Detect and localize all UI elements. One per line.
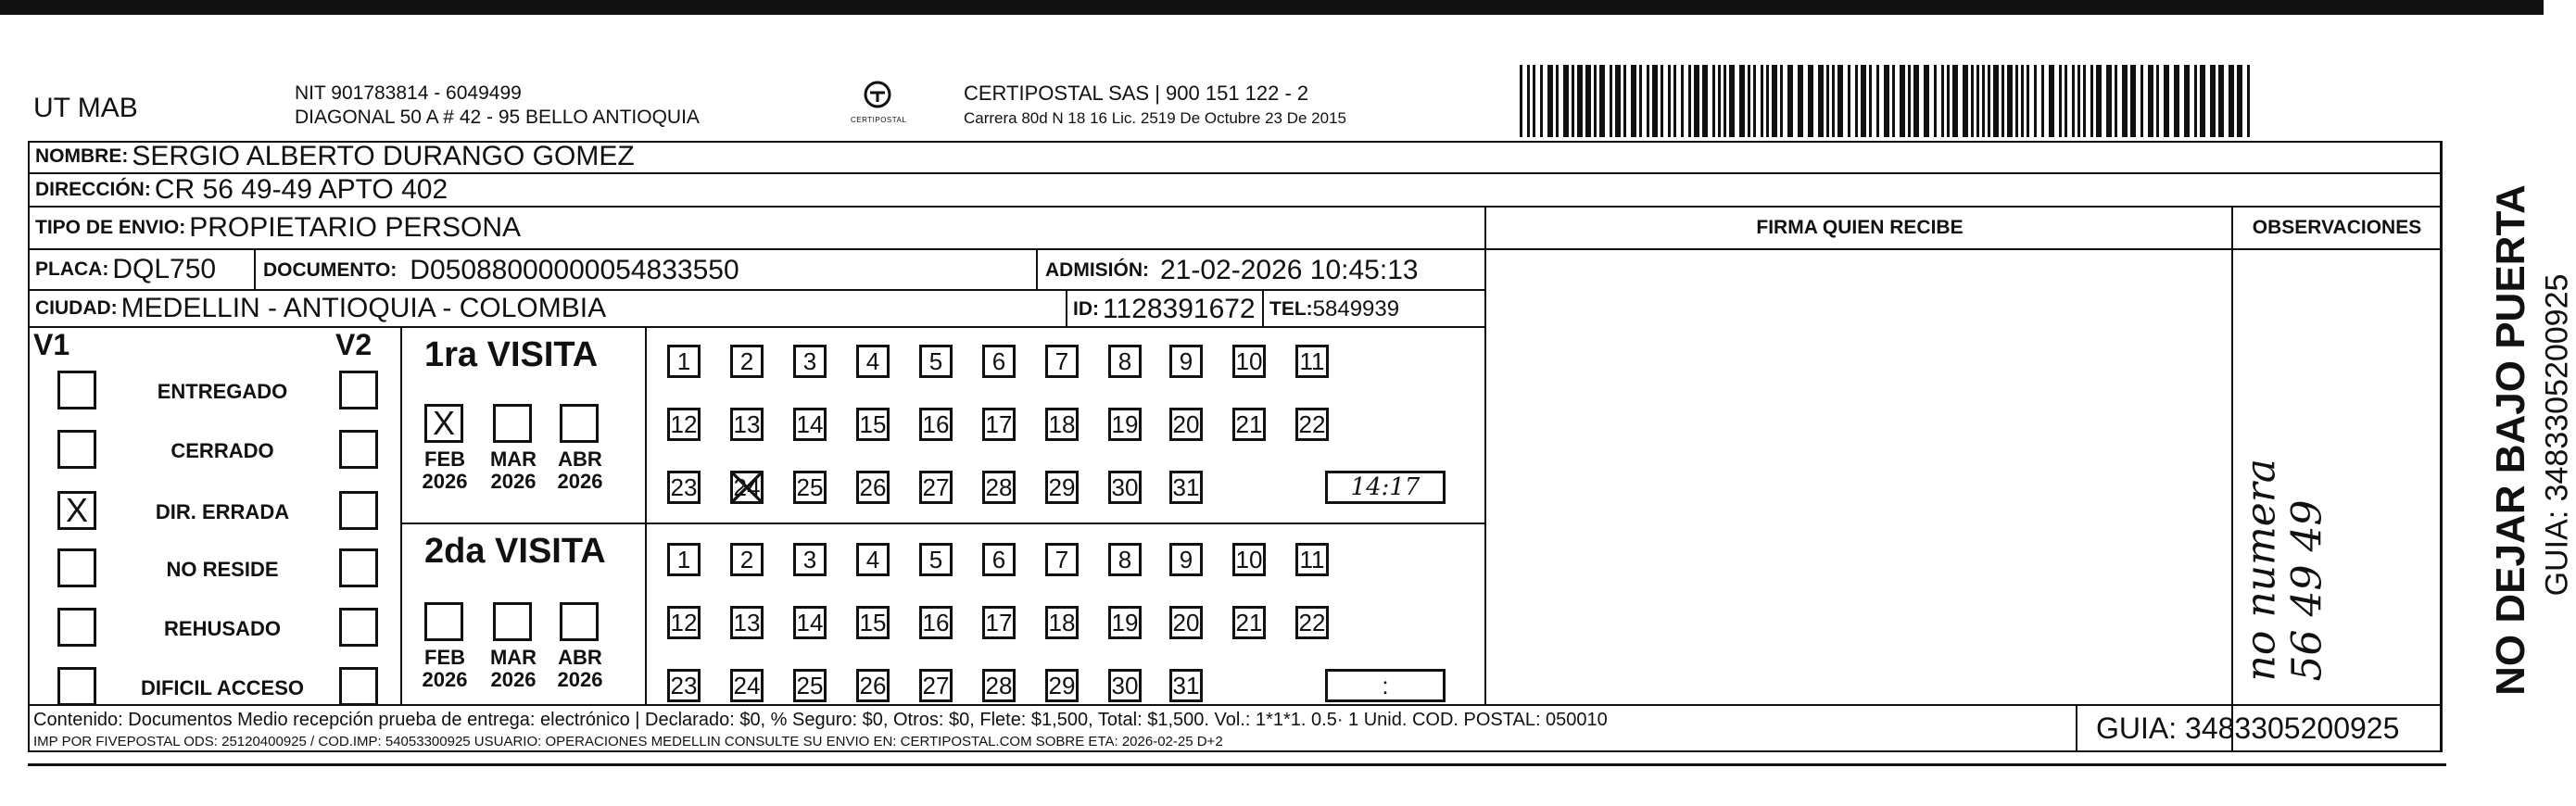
status-label: NO RESIDE	[166, 558, 279, 581]
barcode-bar	[1729, 65, 1735, 137]
time-box[interactable]: 14:17	[1325, 471, 1446, 504]
carrier-logo-text: CERTIPOSTAL	[851, 116, 907, 124]
barcode-bar	[1976, 65, 1979, 137]
barcode-bar	[1623, 65, 1626, 137]
barcode-bar	[1547, 65, 1553, 137]
side-panel	[2446, 148, 2575, 750]
barcode-bar	[2194, 65, 2197, 137]
company-name: UT MAB	[33, 93, 138, 123]
day-box[interactable]: 10	[1232, 543, 1266, 576]
firma-divider	[1484, 248, 1486, 704]
footer-guia-divider	[2076, 704, 2077, 752]
second-visit-title: 2da VISITA	[424, 532, 606, 571]
month-label: FEB	[424, 646, 465, 669]
barcode-bar	[1908, 65, 1911, 137]
barcode-bar	[1808, 65, 1813, 137]
v2-checkbox[interactable]	[339, 548, 378, 587]
barcode-bar	[1837, 65, 1843, 137]
side-divider	[2441, 141, 2443, 752]
barcode-bar	[2021, 65, 2024, 137]
day-box[interactable]: 6	[982, 345, 1016, 378]
direccion-label: DIRECCIÓN:	[35, 179, 151, 200]
day-box[interactable]: 24	[730, 669, 764, 702]
first-visit-title: 1ra VISITA	[424, 335, 599, 374]
barcode-bar	[2247, 65, 2250, 137]
day-box[interactable]: 4	[856, 543, 890, 576]
carrier-address: Carrera 80d N 18 16 Lic. 2519 De Octubre 23 De 2015	[964, 109, 1346, 127]
v1-checkbox[interactable]: X	[57, 491, 96, 530]
day-box[interactable]: 23	[667, 669, 701, 702]
footer-divider	[28, 704, 2441, 706]
day-box[interactable]: 25	[793, 471, 827, 504]
barcode-bar	[1952, 65, 1958, 137]
carrier-name: CERTIPOSTAL SAS | 900 151 122 - 2	[964, 82, 1309, 105]
admision-label: ADMISIÓN:	[1045, 259, 1149, 281]
barcode-bar	[1876, 65, 1879, 137]
carrier-logo	[851, 80, 907, 124]
barcode-bar	[1681, 65, 1684, 137]
day-box[interactable]: 24	[730, 471, 764, 504]
day-box[interactable]: 13	[730, 408, 764, 441]
tel-label: TEL:	[1269, 298, 1313, 320]
barcode-bar	[1533, 65, 1535, 137]
barcode-bar	[1694, 65, 1699, 137]
tel-value: 5849939	[1312, 296, 1400, 321]
barcode-bar	[1556, 65, 1559, 137]
day-box[interactable]: 14	[793, 606, 827, 639]
status-label: ENTREGADO	[157, 380, 288, 403]
barcode-bar	[1599, 65, 1605, 137]
day-box[interactable]: 8	[1108, 543, 1142, 576]
day-box[interactable]: 5	[919, 543, 953, 576]
barcode-bar	[1688, 65, 1691, 137]
day-box[interactable]: 28	[982, 471, 1016, 504]
barcode-bar	[1826, 65, 1829, 137]
barcode-bar	[2077, 65, 2080, 137]
day-box[interactable]: 12	[667, 408, 701, 441]
v2-checkbox[interactable]	[339, 667, 378, 706]
tipo-row	[28, 208, 1486, 250]
day-box[interactable]: 16	[919, 408, 953, 441]
barcode-bar	[1855, 65, 1858, 137]
v2-checkbox[interactable]	[339, 430, 378, 469]
day-box[interactable]: 13	[730, 606, 764, 639]
barcode-bar	[2083, 65, 2086, 137]
day-box[interactable]: 7	[1045, 543, 1079, 576]
v1-checkbox[interactable]	[57, 548, 96, 587]
month-label: FEB	[424, 447, 465, 471]
company-address: DIAGONAL 50 A # 42 - 95 BELLO ANTIOQUIA	[295, 107, 700, 128]
placa-value: DQL750	[112, 254, 217, 284]
day-box[interactable]: 4	[856, 345, 890, 378]
ciudad-value: MEDELLIN - ANTIOQUIA - COLOMBIA	[120, 293, 607, 323]
tipo-value: PROPIETARIO PERSONA	[189, 212, 522, 243]
barcode-bar	[1673, 65, 1676, 137]
v2-checkbox[interactable]	[339, 371, 378, 409]
v1-checkbox[interactable]	[57, 667, 96, 706]
handwritten-note-2	[2283, 408, 2331, 704]
barcode-bar	[1631, 65, 1636, 137]
tipo-label: TIPO DE ENVIO:	[35, 217, 186, 238]
day-box[interactable]: 20	[1169, 408, 1203, 441]
nombre-label: NOMBRE:	[35, 145, 129, 167]
day-box[interactable]: 9	[1169, 345, 1203, 378]
day-box[interactable]: 17	[982, 408, 1016, 441]
barcode-bar	[1993, 65, 1999, 137]
day-box[interactable]: 5	[919, 345, 953, 378]
barcode-bar	[2122, 65, 2128, 137]
day-box[interactable]: 15	[856, 408, 890, 441]
side-warning: NO DEJAR BAJO PUERTA	[2488, 184, 2533, 696]
barcode-bar	[2027, 65, 2029, 137]
month-label: MAR	[489, 447, 537, 471]
documento-value: D05088000000054833550	[410, 255, 739, 285]
day-box[interactable]: 26	[856, 471, 890, 504]
barcode-bar	[2090, 65, 2093, 137]
bottom-line	[28, 763, 2446, 766]
barcode-bar	[1787, 65, 1793, 137]
day-box[interactable]: 29	[1045, 669, 1079, 702]
year-label: 2026	[490, 470, 537, 493]
nombre-value: SERGIO ALBERTO DURANGO GOMEZ	[132, 141, 635, 171]
barcode-bar	[2130, 65, 2136, 137]
barcode-bar	[2049, 65, 2054, 137]
barcode-bar	[1766, 65, 1769, 137]
barcode-bar	[1963, 65, 1968, 137]
day-box[interactable]: 15	[856, 606, 890, 639]
documento-label: DOCUMENTO:	[263, 259, 398, 281]
month-checkbox[interactable]	[560, 404, 599, 443]
day-box[interactable]: 8	[1108, 345, 1142, 378]
barcode-bar	[1947, 65, 1950, 137]
barcode-bar	[2140, 65, 2143, 137]
barcode-bar	[1639, 65, 1642, 137]
barcode-bar	[1900, 65, 1905, 137]
status-label: REHUSADO	[164, 617, 281, 640]
barcode-bar	[2007, 65, 2013, 137]
barcode-bar	[1610, 65, 1612, 137]
status-label: DIFICIL ACCESO	[140, 676, 304, 699]
id-value: 1128391672	[1103, 294, 1256, 324]
barcode-bar	[2072, 65, 2075, 137]
year-label: 2026	[422, 470, 468, 493]
barcode-bar	[1892, 65, 1895, 137]
barcode	[1520, 65, 2261, 139]
day-box[interactable]: 14	[793, 408, 827, 441]
barcode-bar	[2148, 65, 2153, 137]
month-checkbox[interactable]	[493, 404, 532, 443]
day-box[interactable]: 31	[1169, 669, 1203, 702]
barcode-bar	[2174, 65, 2179, 137]
barcode-bar	[2210, 65, 2216, 137]
id-label: ID:	[1073, 298, 1099, 320]
year-label: 2026	[557, 470, 603, 493]
day-box[interactable]: 10	[1232, 345, 1266, 378]
visit-days-divider	[645, 328, 647, 704]
barcode-bar	[1739, 65, 1745, 137]
day-box[interactable]: 2	[730, 543, 764, 576]
barcode-bar	[2184, 65, 2190, 137]
day-box[interactable]: 27	[919, 471, 953, 504]
day-box[interactable]: 20	[1169, 606, 1203, 639]
barcode-bar	[1832, 65, 1835, 137]
barcode-bar	[1594, 65, 1597, 137]
day-box[interactable]: 11	[1295, 543, 1329, 576]
barcode-bar	[1818, 65, 1824, 137]
barcode-bar	[1861, 65, 1866, 137]
month-label: MAR	[489, 646, 537, 669]
ciudad-label: CIUDAD:	[35, 297, 118, 319]
v1-checkbox[interactable]	[57, 371, 96, 409]
v2-checkbox[interactable]	[339, 491, 378, 530]
handwritten-line2: 56 49 49	[2283, 499, 2331, 682]
barcode-bar	[1520, 65, 1522, 137]
barcode-bar	[1988, 65, 1990, 137]
barcode-bar	[2229, 65, 2234, 137]
direccion-row	[28, 174, 2442, 208]
barcode-bar	[1761, 65, 1763, 137]
day-box[interactable]: 26	[856, 669, 890, 702]
year-label: 2026	[490, 668, 537, 691]
day-box[interactable]: 18	[1045, 606, 1079, 639]
barcode-bar	[1884, 65, 1889, 137]
barcode-bar	[1527, 65, 1530, 137]
barcode-bar	[2164, 65, 2169, 137]
day-box[interactable]: 1	[667, 543, 701, 576]
barcode-bar	[1563, 65, 1569, 137]
day-box[interactable]: 21	[1232, 408, 1266, 441]
day-box[interactable]: 18	[1045, 408, 1079, 441]
day-box[interactable]: 3	[793, 543, 827, 576]
barcode-bar	[1702, 65, 1708, 137]
barcode-bar	[2096, 65, 2102, 137]
day-box[interactable]: 23	[667, 471, 701, 504]
barcode-bar	[1772, 65, 1777, 137]
carrier-logo-icon	[861, 80, 894, 111]
day-box[interactable]: 12	[667, 606, 701, 639]
top-border	[0, 0, 2544, 15]
day-box[interactable]: 21	[1232, 606, 1266, 639]
barcode-bar	[1924, 65, 1929, 137]
barcode-bar	[1661, 65, 1663, 137]
day-box[interactable]: 11	[1295, 345, 1329, 378]
barcode-bar	[2200, 65, 2205, 137]
barcode-bar	[1982, 65, 1985, 137]
barcode-bar	[1668, 65, 1671, 137]
barcode-bar	[1869, 65, 1872, 137]
month-label: ABR	[558, 447, 602, 471]
month-checkbox[interactable]	[424, 602, 463, 641]
month-checkbox[interactable]	[560, 602, 599, 641]
visit-left-divider	[400, 328, 402, 704]
footer-guia: GUIA: 3483305200925	[2096, 712, 2400, 745]
barcode-bar	[1724, 65, 1726, 137]
day-box[interactable]: 22	[1295, 408, 1329, 441]
day-box[interactable]: 9	[1169, 543, 1203, 576]
firma-header: FIRMA QUIEN RECIBE	[1484, 208, 2233, 250]
day-box[interactable]: 30	[1108, 669, 1142, 702]
day-box[interactable]: 19	[1108, 408, 1142, 441]
direccion-value: CR 56 49-49 APTO 402	[154, 174, 448, 205]
id-cell	[1066, 291, 1256, 328]
v1-label: V1	[33, 328, 70, 361]
barcode-bar	[1718, 65, 1721, 137]
barcode-bar	[2106, 65, 2112, 137]
day-box[interactable]: 2	[730, 345, 764, 378]
barcode-bar	[1615, 65, 1621, 137]
barcode-bar	[2065, 65, 2067, 137]
month-checkbox[interactable]: X	[424, 404, 463, 443]
year-label: 2026	[422, 668, 468, 691]
v1-checkbox[interactable]	[57, 608, 96, 647]
barcode-bar	[2001, 65, 2004, 137]
day-box[interactable]: 16	[919, 606, 953, 639]
barcode-bar	[1753, 65, 1756, 137]
observaciones-header: OBSERVACIONES	[2231, 208, 2441, 250]
barcode-bar	[2015, 65, 2018, 137]
day-box[interactable]: 22	[1295, 606, 1329, 639]
status-label: DIR. ERRADA	[155, 500, 290, 523]
barcode-bar	[1647, 65, 1649, 137]
day-box[interactable]: 28	[982, 669, 1016, 702]
barcode-bar	[1780, 65, 1783, 137]
barcode-bar	[1585, 65, 1591, 137]
barcode-bar	[1572, 65, 1574, 137]
barcode-bar	[2218, 65, 2224, 137]
placa-label: PLACA:	[35, 258, 109, 280]
barcode-bar	[1540, 65, 1543, 137]
day-box[interactable]: 1	[667, 345, 701, 378]
day-box[interactable]: 3	[793, 345, 827, 378]
admision-value: 21-02-2026 10:45:13	[1160, 255, 1419, 285]
barcode-bar	[1712, 65, 1715, 137]
barcode-bar	[1934, 65, 1937, 137]
barcode-bar	[2156, 65, 2159, 137]
v2-label: V2	[335, 328, 373, 361]
day-box[interactable]: 25	[793, 669, 827, 702]
barcode-bar	[1913, 65, 1919, 137]
company-nit: NIT 901783814 - 6049499	[295, 82, 522, 104]
barcode-bar	[2041, 65, 2044, 137]
barcode-bar	[1652, 65, 1658, 137]
barcode-bar	[2059, 65, 2062, 137]
day-box[interactable]: 19	[1108, 606, 1142, 639]
side-guia: GUIA: 3483305200925	[2539, 273, 2575, 597]
year-label: 2026	[557, 668, 603, 691]
status-label: CERRADO	[170, 439, 274, 462]
barcode-bar	[1577, 65, 1583, 137]
time-box[interactable]: :	[1325, 669, 1446, 702]
admision-cell	[1036, 250, 1419, 291]
v2-checkbox[interactable]	[339, 608, 378, 647]
day-box[interactable]: 31	[1169, 471, 1203, 504]
month-label: ABR	[558, 646, 602, 669]
visit-row-divider	[400, 523, 1484, 524]
documento-cell	[254, 250, 739, 291]
barcode-bar	[1971, 65, 1974, 137]
barcode-bar	[2237, 65, 2242, 137]
handwritten-note	[2233, 408, 2285, 704]
day-box[interactable]: 7	[1045, 345, 1079, 378]
footer-line1: Contenido: Documentos Medio recepción prueba de entrega: electrónico | Declarado: $0, % Seguro: $0, Otros: $0, Flete: $1,500, Total: $1,500. Vol.: 1*1*1. 0.5· 1 Unid. COD. POSTAL: 050010	[33, 710, 1608, 730]
day-box[interactable]: 30	[1108, 471, 1142, 504]
handwritten-line1: no numera	[2237, 458, 2285, 682]
tel-cell	[1262, 291, 1399, 328]
nombre-row	[28, 141, 2442, 174]
barcode-bar	[2034, 65, 2037, 137]
day-box[interactable]: 29	[1045, 471, 1079, 504]
barcode-bar	[1798, 65, 1803, 137]
day-box[interactable]: 27	[919, 669, 953, 702]
day-box[interactable]: 6	[982, 543, 1016, 576]
barcode-bar	[2115, 65, 2117, 137]
barcode-bar	[1848, 65, 1850, 137]
v1-checkbox[interactable]	[57, 430, 96, 469]
month-checkbox[interactable]	[493, 602, 532, 641]
barcode-bar	[1748, 65, 1750, 137]
day-box[interactable]: 17	[982, 606, 1016, 639]
barcode-bar	[1941, 65, 1944, 137]
footer-line2: IMP POR FIVEPOSTAL ODS: 25120400925 / COD.IMP: 54053300925 USUARIO: OPERACIONES MEDELLIN CONSULTE SU ENVIO EN: CERTIPOSTAL.COM SOBRE ETA: 2026-02-25 D+2	[33, 734, 1223, 749]
